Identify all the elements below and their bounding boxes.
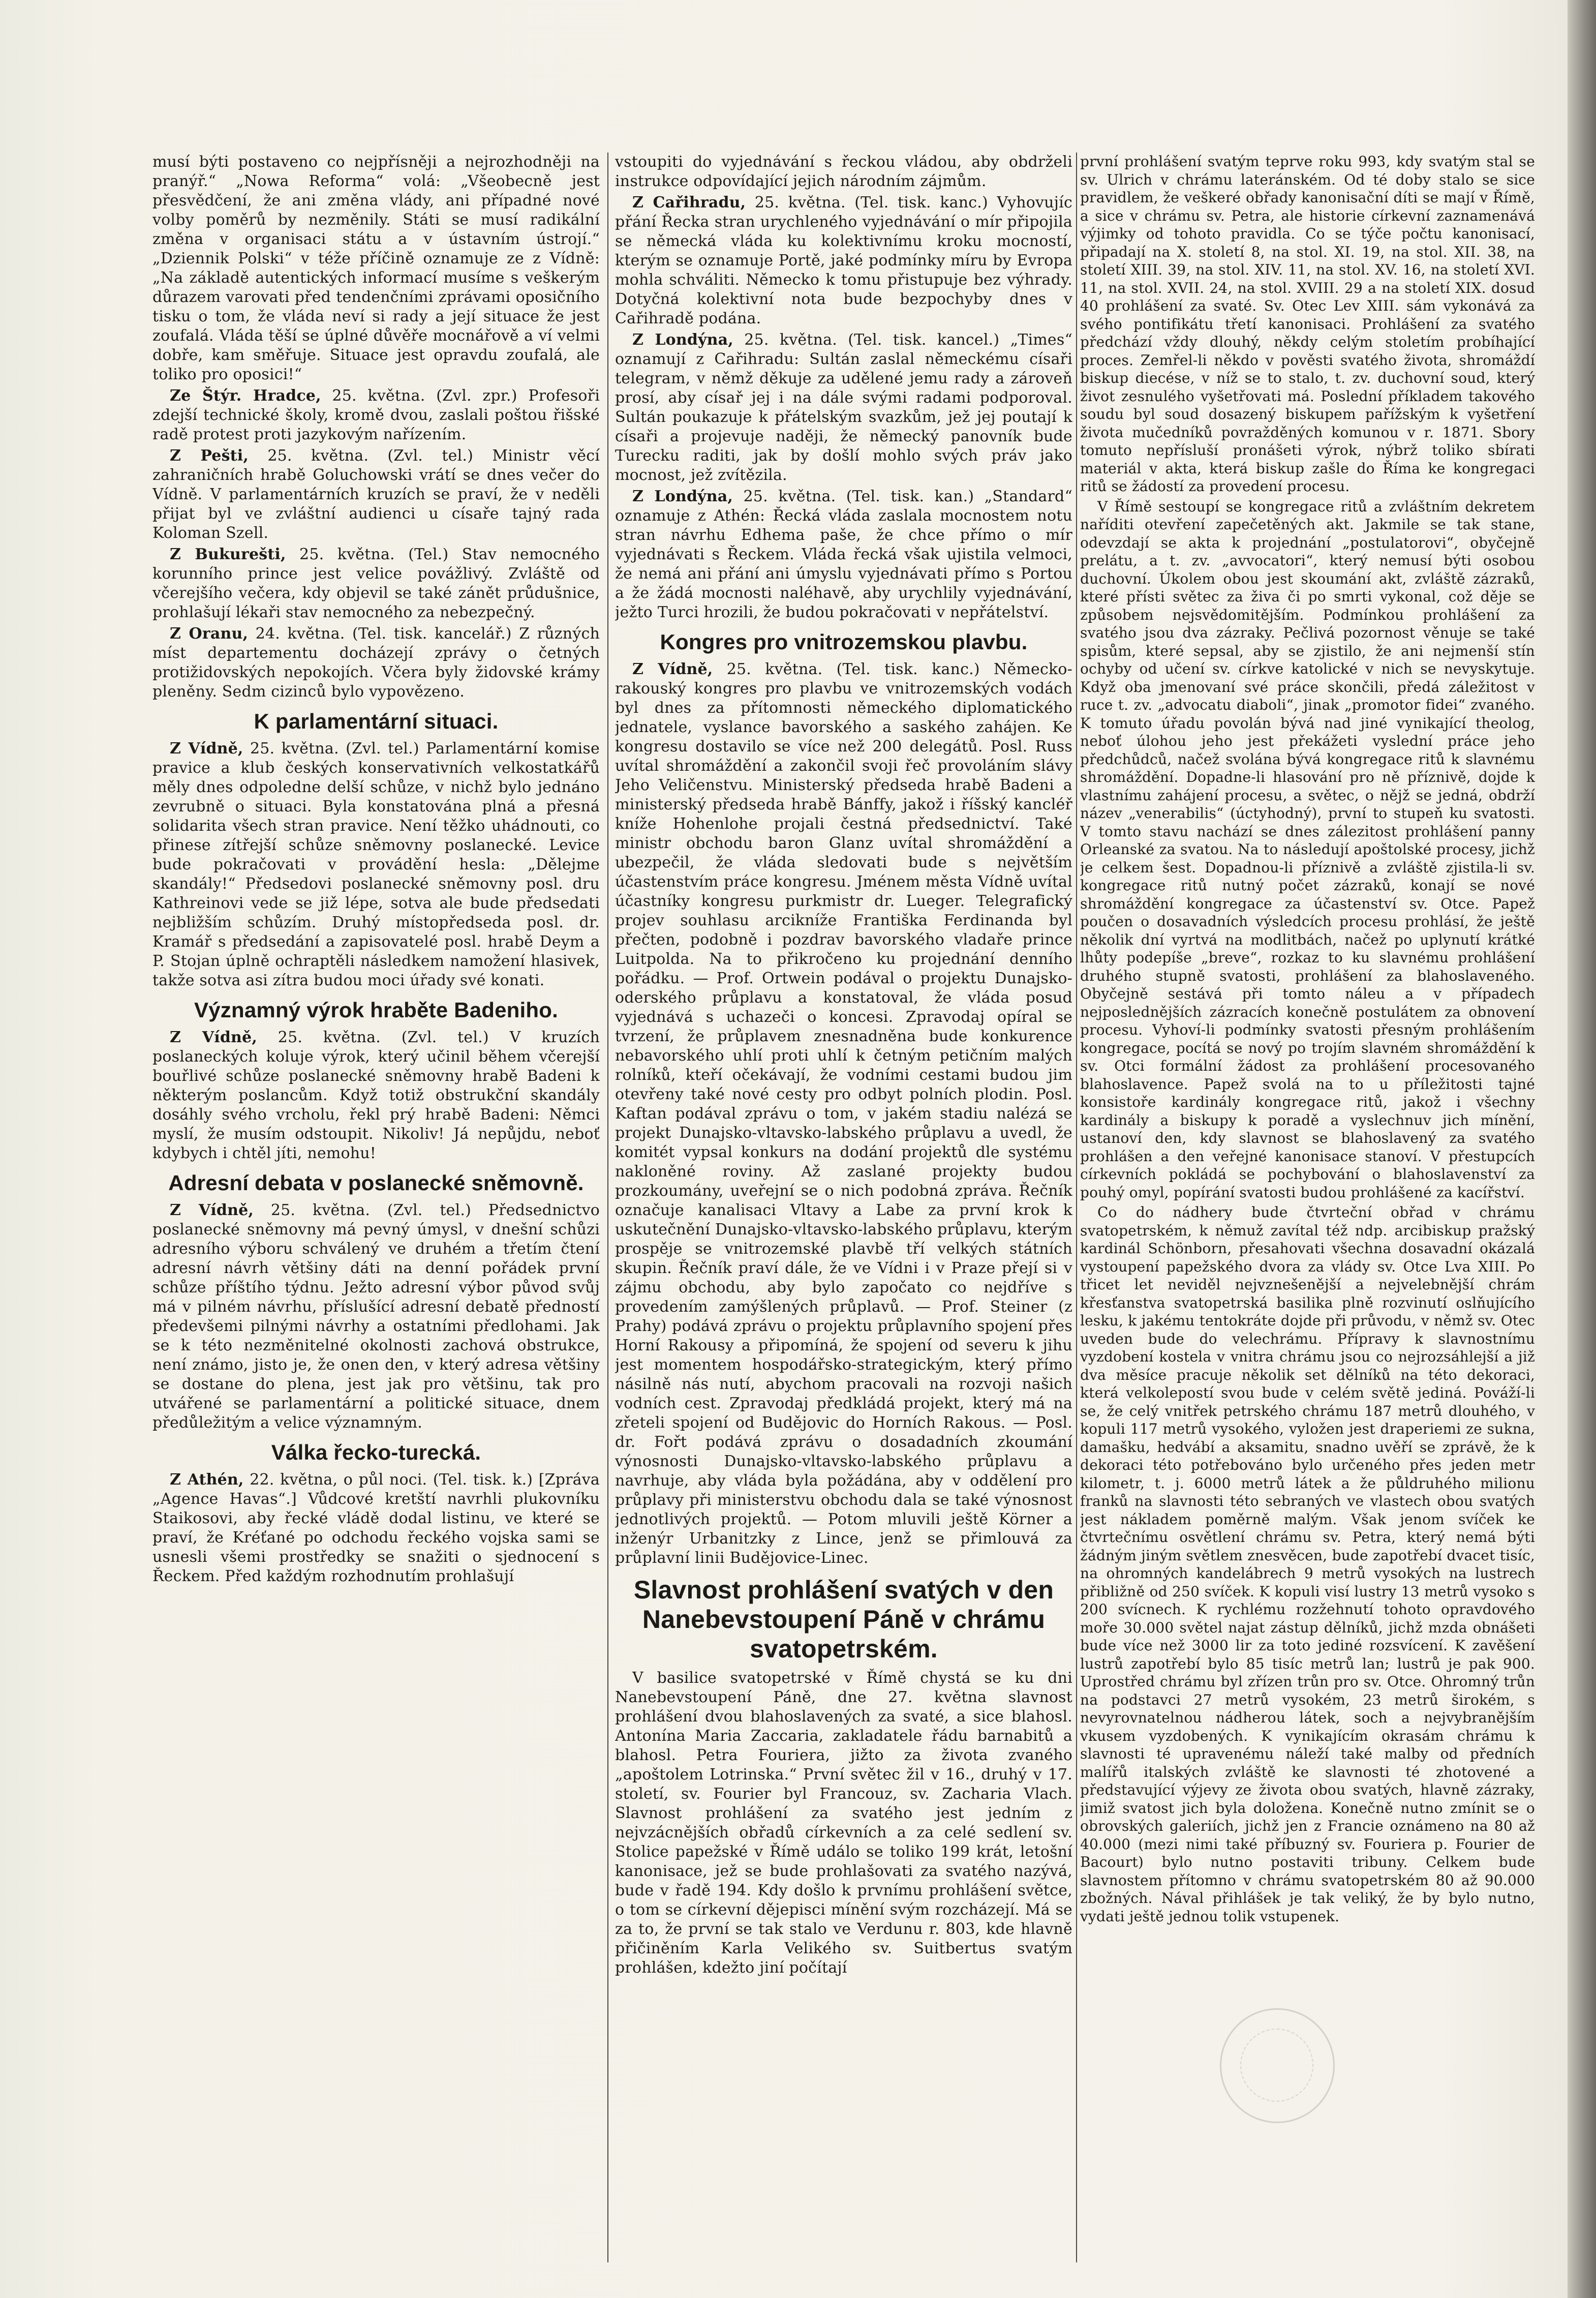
news-text: 25. května. (Zvl. tel.) Předsednictvo poslanecké sněmovny má pevný úmysl, v dnešní schůzi adresního výboru schválený ve druhém a třetím čtení adresní návrh většiny dáti na denní pořádek první schůze příštího týdnu. Ježto adresní výbor původ svůj má v pilném návrhu, příslušící adresní debatě předností předevšemi pilnými návrhy a ostatními předlohami. Jak se k této nezměnitelné okolnosti zachová obstrukce, není známo, jisto je, že onen den, v který adresa většiny se dostane do plena, jest jak pro většinu, tak pro utvářené se parlamentární a politické situace, dnem předůležitým a velice významným.: [152, 1201, 600, 1432]
dateline: Z Vídně,: [170, 1201, 254, 1219]
news-item: [615, 487, 1072, 622]
news-item: [152, 1201, 600, 1433]
article-text: Co do nádhery bude čtvrteční obřad v chrámu svatopetrském, k němuž zavítal též ndp. arcibiskup pražský kardinál Schönborn, přesahovati všechna dosavadní okázalá vystoupení papežského dvora za vlády sv. Otce Lva XIII. Po třicet let neviděl nejvznešenější a nejvelebnější chrám křesťanstva svatopetrská basilika plně rozvinutí oslňujícího lesku, k jakému tentokráte dojde při průvodu, v němž sv. Otec uveden bude do velechrámu. Přípravy k slavnostnímu vyzdobení kostela v vnitra chrámu jsou co nejrozsáhlejší a již dva měsíce pracuje několik set dělníků na této dekoraci, která velkolepostí svou bude v celém světě jediná. Pováží-li se, že celý vnitřek petrského chrámu 187 metrů dlouhého, v kopuli 117 metrů vysokého, vyložen jest draperiemi ze sukna, damašku, hedvábí a aksamitu, snadno uvěří se zprávě, že k dekoraci této potřebováno bylo určeného přes jeden metr kilometr, t. j. 6000 metrů látek a že půldruhého milionu franků na slavnosti této sebraných ve vlastech obou svatých jest nákladem poměrně malým. Však jenom svíček ke čtvrtečnímu osvětlení chrámu sv. Petra, který nemá býti žádným jiným světlem znesvěcen, bude zapotřebí dvacet tisíc, na ohromných kandelábrech 9 metrů vysokých na lustrech přibližně od 250 svíček. K kopuli visí lustry 13 metrů vysoko s 200 svícnech. K rychlému rozžehnutí tohoto opravdového moře 30.000 světel najat zástup dělníků, jichž mzda obnášeti bude více než 3000 lir za toto jediné rozsvícení. K zavěšení lustrů zapotřebí bylo 85 tisíc metrů lan; lustrů je pak 900. Uprostřed chrámu byl zřízen trůn pro sv. Otce. Ohromný trůn na podstavci 27 metrů vysokém, 23 metrů širokém, s nevyrovnatelnou nádherou látek, soch a nejvybranějším vkusem vyzdobených. K vynikajícím okrasám chrámu k slavnosti té upravenému náleží také malby od předních malířů italských zvláště ke slavnosti té zhotovené a představující výjevy ze života obou svatých, hlavně zázraky, jimiž svatost jich byla doložena. Konečně nutno zmínit se o obrovských galeriích, jichž jen z Francie oznámeno na 80 až 40.000 (mezi nimi také příbuzný sv. Fouriera p. Fourier de Bacourt) bylo nutno postaviti tribuny. Celkem bude slavnostem přítomno v chrámu svatopetrském 80 až 90.000 zbožných. Nával přihlášek je tak veliký, že by bylo nutno, vydati ještě jednou tolik vstupenek.: [1080, 1204, 1535, 1925]
news-item: [152, 739, 600, 990]
news-text: 25. května. (Tel.) Stav nemocného korunního prince jest velice povážlivý. Zvláště od včerejšího večera, kdy objevil se také zánět průdušnice, prohlašují lékaři stav nemocného za nebezpečný.: [152, 546, 600, 621]
news-text: 25. května. (Tel. tisk. kancel.) „Times“ oznamují z Cařihradu: Sultán zaslal německému císaři telegram, v němž děkuje za udělené jemu rady a zároveň prosí, aby císař jej i na dále svými radami podporoval. Sultán poukazuje k přátelským svazkům, jež jej poutají k císaři a projevuje naději, že německý panovník bude Turecku raditi, jak by došlí mohlo svých práv jako mocnost, jež zvítězila.: [615, 331, 1072, 484]
article-text: musí býti postaveno co nejpřísněji a nejrozhodněji na pranýř.“ „Nowa Reforma“ volá: „Všeobecně jest přesvědčení, že ani změna vlády, ani případné nové volby poměrů by nezměnily. Státi se musí radikální změna v organisaci státu a v ústavním ústrojí.“ „Dziennik Polski“ v téže příčině oznamuje ze z Vídně: „Na základě autentických informací musíme s veškerým důrazem varovati před tendenčními zprávami oposičního tisku o tom, že vláda neví si rady a její situace že jest zoufalá. Vláda těší se úplné důvěře mocnářově a ví velmi dobře, kam směřuje. Situace jest opravdu zoufalá, ale toliko pro oposici!“: [152, 153, 600, 383]
news-text: 25. května. (Zvl. zpr.) Profesoři zdejší technické školy, kromě dvou, zaslali poštou řišské radě protest proti jazykovým nařízením.: [152, 387, 600, 443]
dateline: Z Vídně,: [632, 660, 713, 678]
page-edge: [1568, 0, 1596, 2298]
dateline: Z Athén,: [170, 1471, 244, 1489]
feature-heading: Slavnost prohlášení svatých v den Nanebevstoupení Páně v chrámu svatopetrském.: [633, 1576, 1054, 1663]
news-text: 25. května. (Zvl. tel.) Parlamentární komise pravice a klub českých konservativních velkostatkářů měly dnes odpoledne delší schůze, v nichž bylo jednáno zevrubně o situaci. Byla konstatována plná a přesná solidarita všech stran pravice. Není těžko uhádnouti, co přinese zítřejší schůze sněmovny poslanecké. Levice bude pokračovati v provádění hesla: „Dělejme skandály!“ Předsedovi poslanecké sněmovny posl. dru Kathreinovi vede se již lépe, sotva ale bude předsedati nejbližším schůzím. Druhý místopředseda posl. dr. Kramář s předsedání a zapisovatelé posl. hrabě Deym a P. Stojan úplně ochraptěli následkem namožení hlasivek, takže sotva asi zítra budou moci úřady své konati.: [152, 740, 600, 989]
news-text: 25. května. (Tel. tisk. kanc.) Vyhovujíc přání Řecka stran urychleného vyjednávání o mír připojila se německá vláda ku kolektivnímu kroku mocností, kterým se oznamuje Portě, jaké podmínky míru by Evropa mohla schváliti. Německo k tomu přistupuje bez výhrady. Dotyčná kolektivní nota bude bezpochyby dnes v Cařihradě podána.: [615, 194, 1072, 327]
library-stamp-inner-icon: [1240, 2029, 1313, 2102]
news-text: 25. května. (Tel. tisk. kanc.) Německo-rakouský kongres pro plavbu ve vnitrozemských vodách byl dnes za přítomnosti německého diplomatického jednatele, vyslance bavorského a saského zahájen. Ke kongresu dostavilo se více než 200 delegátů. Posl. Russ uvítal shromáždění a zakončil svoji řeč provoláním slávy Jeho Veličenstvu. Ministerský předseda hrabě Badeni a ministerský předseda hrabě Bánffy, jakož i říšský kancléř kníže Hohenlohe projali čestná předsednictví. Také ministr obchodu baron Glanz uvítal shromáždění a ubezpečil, že vláda sledovati bude s největším účastenstvím práce kongresu. Jménem města Vídně uvítal účastníky kongresu purkmistr dr. Lueger. Telegrafický projev souhlasu arcikníže Františka Ferdinanda byl přečten, podobně i pozdrav bavorského vladaře prince Luitpolda. Na to přikročeno ku projednání denního pořádku. — Prof. Ortwein podával o projektu Dunajsko-oderského průplavu a konstatoval, že vláda posud vyjednává s uchazeči o koncesi. Zpravodaj opíral se tvrzení, že průplavem znesnadněna bude konkurence nebavorského uhlí proti uhlí k četným petičním malých rolníků, kteří očekávají, že vodními cestami budou jim otevřeny také nové cesty pro odbyt polních plodin. Posl. Kaftan podával zprávu o tom, v jakém stadiu nalézá se projekt Dunajsko-vltavsko-labského průplavu a uvedl, že komitét vypsal konkurs na dodání projektů dle systému nakloněné roviny. Až zaslané projekty budou prozkoumány, uveřejní se o nich podobná zpráva. Řečník označuje kanalisaci Vltavy a Labe za první krok k uskutečnění Dunajsko-vltavsko-labského průplavu, kterým prospěje se vnitrozemské plavbě tří velkých státních skupin. Řečník praví dále, že ve Vídni i v Praze přejí si v zájmu obchodu, aby bylo započato co nejdříve s provedením zamýšlených průplavů. — Prof. Steiner (z Prahy) podává zprávu o projektu průplavního spojení přes Horní Rakousy a připomíná, že spojení od severu k jihu jest momentem hospodářsko-strategickým, který přímo násilně nás nutí, abychom pracovali na rozvoji našich vodních cest. Zpravodaj předkládá projekt, který má na zřeteli spojení od Budějovic do Horních Rakous. — Posl. dr. Fořt podává zprávu o dosadadních zkoumání výnosnosti Dunajsko-vltavsko-labského průplavu a navrhuje, aby vláda byla požádána, aby v oddělení pro průplavy při ministerstvu obchodu dala se také výnosnost jednotlivých projektů. — Potom mluvili ještě Körner a inženýr Urbanitzky z Lince, jenž se přimlouvá za průplavní linii Budějovice-Linec.: [615, 660, 1072, 1567]
news-item: [152, 624, 600, 702]
dateline: Z Vídně,: [170, 1029, 257, 1046]
article-text: V basilice svatopetrské v Římě chystá se ku dni Nanebevstoupení Páně, dne 27. května slavnost prohlášení dvou blahoslavených za svaté, a sice blahosl. Antonína Maria Zaccaria, zakladatele řádu barnabitů a blahosl. Petra Fouriera, jižto za života zvaného „apoštolem Lotrinska.“ První světec žil v 16., druhý v 17. století, sv. Fourier byl Francouz, sv. Zacharia Vlach. Slavnost prohlášení za svatého jest jedním z nejvzácnějších obřadů církevních a za celé sedlení sv. Stolice papežské v Římě událo se toliko 199 krát, letošní kanonisace, jež se bude prohlašovati za svatého nazývá, bude v řadě 194. Kdy došlo k prvnímu prohlášení světce, o tom se církevní dějepisci mínění svým rozcházejí. Má se za to, že první se tak stalo ve Verdunu r. 803, kde hlavně přičiněním Karla Velikého sv. Suitbertus svatým prohlášen, kdežto jiní počítají: [615, 1669, 1072, 1977]
news-item: [152, 1028, 600, 1163]
news-item: [152, 1470, 600, 1586]
news-item: [152, 545, 600, 622]
section-heading: Významný výrok hraběte Badeniho.: [194, 998, 558, 1022]
dateline: Z Vídně,: [170, 740, 243, 758]
section-heading: Adresní debata v poslanecké sněmovně.: [168, 1171, 584, 1195]
column-divider: [607, 153, 608, 2262]
news-item: [152, 446, 600, 543]
section-heading: K parlamentární situaci.: [254, 709, 499, 733]
news-text: 25. května. (Zvl. tel.) Ministr věcí zahraničních hrabě Goluchowski vrátí se dnes večer do Vídně. V parlamentárních kruzích se praví, že v neděli přijat byl ve zvláštní audienci u císaře tajný rada Koloman Szell.: [152, 447, 600, 542]
dateline: Z Oranu,: [170, 625, 249, 643]
dateline: Z Londýna,: [632, 331, 733, 349]
news-item: [615, 193, 1072, 328]
article-text: první prohlášení svatým teprve roku 993, kdy svatým stal se sv. Ulrich v chrámu lateránském. Od té doby stalo se sice pravidlem, že veškeré obřady kanonisační díti se mají v Římě, a sice v chrámu sv. Petra, ale historie církevní zaznamenává výjimky od tohoto pravidla. Co se týče počtu kanonisací, připadají na X. století 8, na stol. XI. 19, na stol. XII. 38, na století XIII. 39, na stol. XIV. 11, na stol. XV. 16, na století XVI. 11, na stol. XVII. 24, na stol. XVIII. 29 a na století XIX. dosud 40 prohlášení za svaté. Sv. Otec Lev XIII. sám vykonává za svého pontifikátu třetí kanonisaci. Prohlášení za svatého předchází vždy dlouhý, někdy celým stoletím probíhající proces. Zemřel-li někdo v pověsti svatého života, shromáždí biskup diecése, v níž se to stalo, t. zv. duchovní soud, který život zesnulého vyšetřovati má. Poslední příkladem takového soudu byl soud dosazený biskupem pařížským k vyšetření života mučedníků povražděných komunou v r. 1871. Sbory tomuto nepřísluší pronášeti výrok, nýbrž toliko sbírati materiál v akta, která biskup zašle do Říma ke kongregaci ritů se žádostí za provedení procesu.: [1080, 153, 1535, 495]
column-3: [1080, 153, 1535, 2262]
dateline: Z Londýna,: [632, 488, 733, 505]
column-2: [615, 153, 1072, 2262]
news-text: 22. května, o půl noci. (Tel. tisk. k.) [Zpráva „Agence Havas“.] Vůdcové kretští navrhli plukovníku Staikosovi, aby řecké vládě dodal listinu, ve které se praví, že Kréťané po odchodu řeckého vojska sami se usnesli všemi prostředky se snažiti o sjednocení s Řeckem. Před každým rozhodnutím prohlašují: [152, 1471, 600, 1585]
article-text: V Římě sestoupí se kongregace ritů a zvláštním dekretem naříditi otevření zapečetěných akt. Jakmile se tak stane, odevzdají se akta k projednání „postulatorovi“, obyčejně prelátu, a t. zv. „avvocatori“, který nemusí býti osobou duchovní. Úkolem obou jest skoumání akt, zvláště zázraků, které přísti světec za živa či po smrti vykonal, což děje se způsobem nejsvědomitějším. Podmínkou prohlášení za svatého jsou dva zázraky. Pečlivá pozornost věnuje se také spisům, které sepsal, aby se zjistilo, že ani nejmenší stín ochyby od učení sv. církve katolické v nich se nevyskytuje. Když oba jmenovaní své práce skončili, předá záležitost v ruce t. zv. „advocatu diaboli“, jinak „promotor fidei“ zvaného. K tomuto úřadu povolán bývá nad jiné vynikající theolog, neboť úlohou jeho jest překážeti vyslední práce jeho předchůdců, načež svolána bývá kongregace ritů k slavnému shromáždění. Dopadne-li hlasování pro ně příznivě, dojde k vlastnímu zahájení procesu, a světec, o nějž se jedná, obdrží název „venerabilis“ (úctyhodný), první to stupeň ku svatosti. V tomto stavu nachází se dnes zálezitost prohlášení panny Orleanské za svatou. Na to následují apoštolské procesy, jichž je celkem šest. Dopadnou-li příznivě a zvláště zjistila-li sv. kongregace ritů nutný počet zázraků, konají se nové shromáždění kongregace za účastenství sv. Otce. Papež poučen o dosavadních výsledcích procesu prohlásí, že ještě několik dní vyrtvá na modlitbách, načež po uplynutí krátké lhůty podepíše „breve“, rozkaz to ku slavnému prohlášení druhého stupně svatosti, prohlášení za blahoslaveného. Obyčejně sestává při tomto náleu a v případech nejposlednějších zázracích konečně postulátem za obnovení procesu. Vyhoví-li podmínky svatosti přesným prohlášením kongregace, pocítá se nový po trojím slavném shromáždění k sv. Otci formální žádost za prohlášení procesovaného blahoslavence. Papež svolá na to u příležitosti tajné konsistoře kardinály kongregace ritů, jakož i všechny kardinály a biskupy k poradě a vyslechnuv jich mínění, ustanoví den, kdy slavnost se blahoslavený za svatého prohlášen a den veřejné kanonisace stanoví. V přestupcích církevních pokládá se pochybování o blahoslavenství za pouhý omyl, popírání svatosti budou prohlášené za kacířství.: [1080, 498, 1535, 1201]
news-text: 24. května. (Tel. tisk. kancelář.) Z různých míst departementu docházejí zprávy o četných protižidovských nepokojích. Včera byly židovské krámy pleněny. Sedm cizinců bylo vypovězeno.: [152, 625, 600, 701]
section-heading: Válka řecko-turecká.: [271, 1440, 481, 1464]
news-item: [615, 660, 1072, 1568]
news-item: [615, 330, 1072, 485]
news-text: 25. května. (Tel. tisk. kan.) „Standard“ oznamuje z Athén: Řecká vláda zaslala mocnostem notu stran návrhu Edhema paše, že chce přímo o mír vyjednávati s Řeckem. Vláda řecká však ujistila velmoci, že nemá ani přání ani úmyslu vyjednávati přímo s Portou a že žádá mocnosti naléhavě, aby urychlily vyjednávání, ježto Turci hrozili, že budou pokračovati v nepřátelství.: [615, 488, 1072, 621]
dateline: Z Bukurešti,: [170, 546, 286, 563]
dateline: Ze Štýr. Hradce,: [170, 387, 321, 405]
news-text: 25. května. (Zvl. tel.) V kruzích poslaneckých koluje výrok, který učinil během včerejší bouřlivé schůze poslanecké sněmovny hrabě Badeni k některým poslancům. Když totiž obstrukční skandály dosáhly svého vrcholu, řekl prý hrabě Badeni: Němci myslí, že musím odstoupit. Nikoliv! Já nepůjdu, neboť kdybych i chtěl jíti, nemohu!: [152, 1029, 600, 1162]
section-heading: Kongres pro vnitrozemskou plavbu.: [660, 630, 1028, 654]
dateline: Z Cařihradu,: [632, 194, 746, 211]
news-item: [152, 386, 600, 444]
column-divider: [1076, 153, 1077, 2262]
column-1: [152, 153, 600, 2262]
article-text: vstoupiti do vyjednávání s řeckou vládou, aby obdrželi instrukce odpovídající jejich národním zájmům.: [615, 153, 1072, 190]
dateline: Z Pešti,: [170, 447, 249, 465]
